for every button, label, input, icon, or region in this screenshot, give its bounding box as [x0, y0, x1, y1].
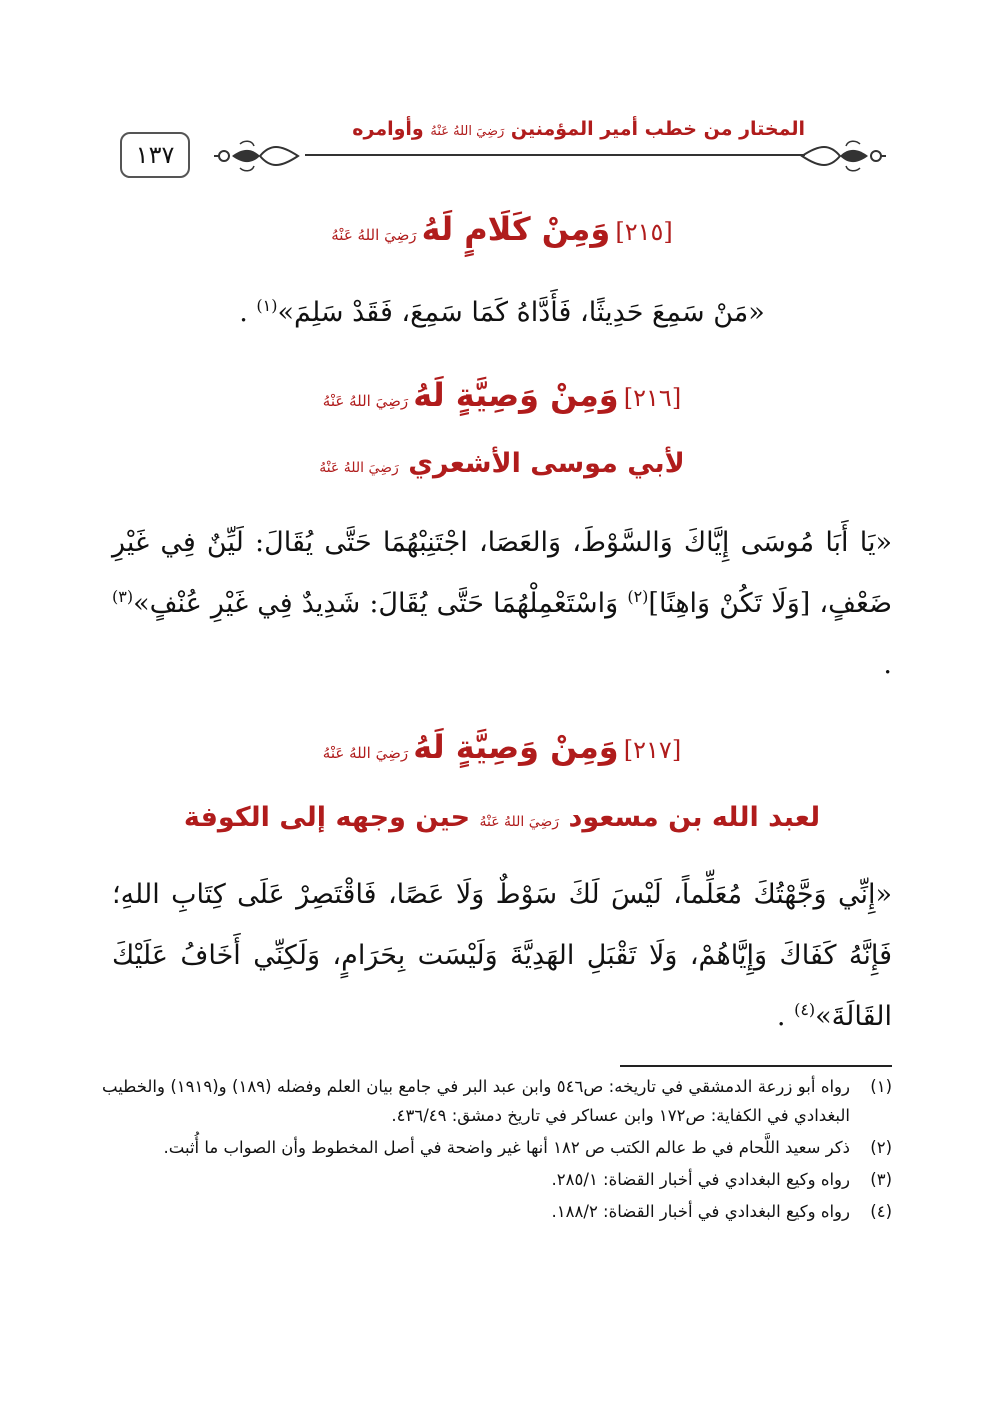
- section-subtitle-216: [0, 448, 1004, 479]
- quote-text: «إِنِّي وَجَّهْتُكَ مُعَلِّماً، لَيْسَ لَكَ سَوْطٌ وَلَا عَصًا، فَاقْتَصِرْ عَلَى كِتَابِ اللهِ؛ فَإِنَّهُ كَفَاكَ وَإِيَّاهُمْ، وَلَا تَقْبَلِ الهَدِيَّةَ وَلَيْسَت بِحَرَامٍ، وَلَكِنِّي أَخَافُ عَلَيْكَ القَالَةَ»: [112, 879, 892, 1032]
- footnote-item: [102, 1165, 892, 1194]
- footnote-text: رواه أبو زرعة الدمشقي في تاريخه: ص٥٤٦ وابن عبد البر في جامع بيان العلم وفضله (١٨٩) و(١٩١٩) والخطيب البغدادي في الكفاية: ص١٧٢ وابن عساكر في تاريخ دمشق: ٤٣٦/٤٩.: [102, 1077, 850, 1125]
- quote-text-part1: «يَا أَبَا مُوسَى إِيَّاكَ وَالسَّوْطَ، وَالعَصَا، اجْتَنِبْهُمَا حَتَّى يُقَالَ: لَيِّنٌ فِي غَيْرِ ضَعْفٍ، [وَلَا تَكُنْ وَاهِنًا]: [112, 527, 893, 619]
- subtitle-text: لأبي موسى الأشعري: [408, 448, 685, 479]
- section-honorific: رَضِيَ اللهُ عَنْهُ: [322, 392, 409, 410]
- header-title-suffix: وأوامره: [352, 118, 424, 140]
- quote-text-part2: وَاسْتَعْمِلْهُمَا حَتَّى يُقَالَ: شَدِيدٌ فِي غَيْرِ عُنْفٍ»: [133, 588, 628, 619]
- footnote-item: [102, 1133, 892, 1162]
- section-honorific: رَضِيَ اللهُ عَنْهُ: [331, 226, 417, 244]
- header-title-text: المختار من خطب أمير المؤمنين: [510, 118, 805, 140]
- footnote-item: [102, 1197, 892, 1226]
- header-rule: [305, 154, 805, 156]
- section-subtitle-217: [0, 802, 1004, 833]
- section-heading-215: [0, 210, 1004, 248]
- footnote-ref[interactable]: (٣): [112, 587, 134, 606]
- footnote-separator: [620, 1065, 892, 1067]
- footnote-text: رواه وكيع البغدادي في أخبار القضاة: ٢٨٥/١.: [551, 1170, 850, 1189]
- footnote-ref[interactable]: (٤): [794, 1000, 816, 1019]
- page-number: ١٣٧: [120, 132, 190, 178]
- section-title: وَمِنْ وَصِيَّةٍ لَهُ: [413, 728, 619, 766]
- footnote-text: ذكر سعيد اللَّحام في ط عالم الكتب ص ١٨٢ أنها غير واضحة في أصل المخطوط وأن الصواب ما أُثبت.: [163, 1138, 850, 1157]
- subtitle-text-part1: لعبد الله بن مسعود: [568, 802, 821, 833]
- left-ornament-icon: [210, 136, 300, 176]
- footnote-item: [102, 1072, 892, 1130]
- sentence-end: .: [776, 1001, 795, 1032]
- running-header: [110, 118, 900, 178]
- footnote-number: (١): [870, 1077, 892, 1096]
- section-number: [٢١٦]: [623, 384, 682, 412]
- footnote-number: (٤): [870, 1202, 892, 1221]
- section-honorific: رَضِيَ اللهُ عَنْهُ: [322, 744, 409, 762]
- subtitle-honorific: رَضِيَ اللهُ عَنْهُ: [319, 460, 399, 476]
- footnote-ref[interactable]: (١): [256, 296, 278, 315]
- quote-text: «مَنْ سَمِعَ حَدِيثًا، فَأَدَّاهُ كَمَا سَمِعَ، فَقَدْ سَلِمَ»: [277, 297, 765, 328]
- footnote-text: رواه وكيع البغدادي في أخبار القضاة: ١٨٨/٢.: [551, 1202, 850, 1221]
- header-title: [352, 118, 805, 140]
- header-honorific: رَضِيَ اللهُ عَنْهُ: [430, 124, 505, 139]
- footnotes: [102, 1072, 892, 1229]
- right-ornament-icon: [800, 136, 890, 176]
- section-number: [٢١٧]: [623, 736, 682, 764]
- section-text-217: [112, 864, 892, 1047]
- section-text-215: [0, 282, 1004, 343]
- subtitle-honorific: رَضِيَ اللهُ عَنْهُ: [479, 814, 560, 830]
- section-text-216: [112, 512, 892, 695]
- section-heading-216: [0, 376, 1004, 414]
- sentence-end: .: [239, 297, 257, 328]
- section-title: وَمِنْ وَصِيَّةٍ لَهُ: [413, 376, 619, 414]
- footnote-number: (٢): [870, 1138, 892, 1157]
- footnote-number: (٣): [870, 1170, 892, 1189]
- sentence-end: .: [883, 649, 892, 680]
- footnote-ref[interactable]: (٢): [627, 587, 649, 606]
- subtitle-text-part2: حين وجهه إلى الكوفة: [183, 802, 471, 833]
- section-number: [٢١٥]: [615, 218, 673, 246]
- section-heading-217: [0, 728, 1004, 766]
- section-title: وَمِنْ كَلَامٍ لَهُ: [421, 210, 611, 248]
